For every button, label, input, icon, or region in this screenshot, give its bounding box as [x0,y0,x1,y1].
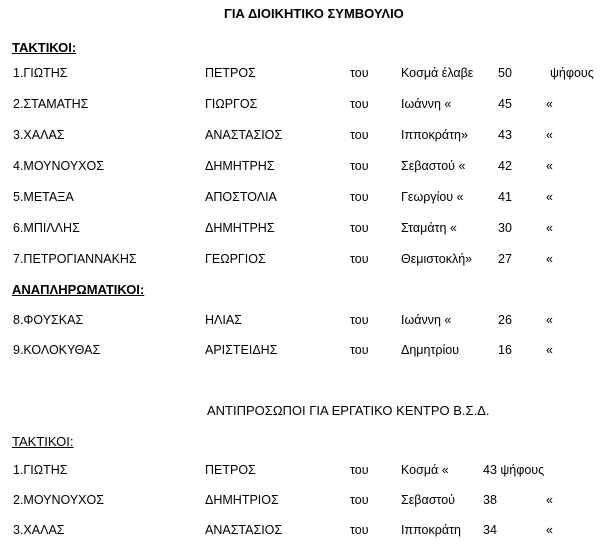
father-cell: Θεμιστοκλή» [401,252,473,266]
first-name-cell: ΑΝΑΣΤΑΣΙΟΣ [205,128,283,142]
labor-center-regular-heading: ΤΑΚΤΙΚΟΙ: [12,434,74,449]
father-cell: Κοσμά « [401,463,449,477]
father-cell: Γεωργίου « [401,190,464,204]
of-cell: του [350,66,369,80]
father-cell: Σταμάτη « [401,221,457,235]
unit-cell: ψήφους [550,66,594,80]
unit-cell: « [546,97,553,111]
father-cell: Σεβαστού [401,493,455,507]
votes-cell: 26 [498,313,512,327]
unit-cell: « [546,221,553,235]
table-row [0,463,609,483]
board-substitute-heading: ΑΝΑΠΛΗΡΩΜΑΤΙΚΟΙ: [12,282,145,297]
table-row [0,97,609,117]
table-row [0,128,609,148]
surname-cell: 4.ΜΟΥΝΟΥΧΟΣ [13,159,104,173]
table-row [0,252,609,272]
of-cell: του [350,252,369,266]
of-cell: του [350,97,369,111]
father-cell: Ιπποκράτη» [401,128,468,142]
votes-cell: 50 [498,66,512,80]
first-name-cell: ΔΗΜΗΤΡΗΣ [205,221,275,235]
of-cell: του [350,221,369,235]
father-cell: Κοσμά έλαβε [401,66,474,80]
table-row [0,523,609,543]
table-row [0,66,609,86]
table-row [0,343,609,363]
votes-cell: 30 [498,221,512,235]
surname-cell: 3.ΧΑΛΑΣ [13,128,65,142]
father-cell: Ιωάννη « [401,313,452,327]
votes-cell: 38 [483,493,497,507]
surname-cell: 1.ΓΙΩΤΗΣ [13,463,68,477]
table-row [0,190,609,210]
votes-cell: 43 ψήφους [483,463,545,477]
first-name-cell: ΠΕΤΡΟΣ [205,463,256,477]
first-name-cell: ΓΙΩΡΓΟΣ [205,97,258,111]
of-cell: του [350,159,369,173]
of-cell: του [350,493,369,507]
votes-cell: 45 [498,97,512,111]
votes-cell: 16 [498,343,512,357]
unit-cell: « [546,190,553,204]
of-cell: του [350,343,369,357]
unit-cell: « [546,493,553,507]
surname-cell: 2.ΣΤΑΜΑΤΗΣ [13,97,89,111]
board-regular-heading: ΤΑΚΤΙΚΟΙ: [12,40,77,55]
of-cell: του [350,463,369,477]
table-row [0,159,609,179]
surname-cell: 9.ΚΟΛΟΚΥΘΑΣ [13,343,101,357]
board-title: ΓΙΑ ΔΙΟΙΚΗΤΙΚΟ ΣΥΜΒΟΥΛΙΟ [224,6,404,21]
of-cell: του [350,128,369,142]
table-row [0,313,609,333]
father-cell: Ιπποκράτη [401,523,461,537]
father-cell: Δημητρίου [401,343,460,357]
labor-center-title: ΑΝΤΙΠΡΟΣΩΠΟΙ ΓΙΑ ΕΡΓΑΤΙΚΟ ΚΕΝΤΡΟ Β.Σ.Δ. [207,403,490,418]
surname-cell: 5.ΜΕΤΑΞΑ [13,190,74,204]
father-cell: Ιωάννη « [401,97,452,111]
first-name-cell: ΑΝΑΣΤΑΣΙΟΣ [205,523,283,537]
first-name-cell: ΗΛΙΑΣ [205,313,242,327]
of-cell: του [350,190,369,204]
votes-cell: 27 [498,252,512,266]
surname-cell: 6.ΜΠΙΛΛΗΣ [13,221,80,235]
unit-cell: « [546,159,553,173]
surname-cell: 2.ΜΟΥΝΟΥΧΟΣ [13,493,104,507]
of-cell: του [350,523,369,537]
table-row [0,221,609,241]
unit-cell: « [546,128,553,142]
of-cell: του [350,313,369,327]
first-name-cell: ΑΠΟΣΤΟΛΙΑ [205,190,277,204]
first-name-cell: ΠΕΤΡΟΣ [205,66,256,80]
surname-cell: 7.ΠΕΤΡΟΓΙΑΝΝΑΚΗΣ [13,252,137,266]
unit-cell: « [546,523,553,537]
votes-cell: 41 [498,190,512,204]
first-name-cell: ΑΡΙΣΤΕΙΔΗΣ [205,343,278,357]
surname-cell: 8.ΦΟΥΣΚΑΣ [13,313,84,327]
surname-cell: 1.ΓΙΩΤΗΣ [13,66,68,80]
father-cell: Σεβαστού « [401,159,466,173]
first-name-cell: ΓΕΩΡΓΙΟΣ [205,252,266,266]
first-name-cell: ΔΗΜΗΤΡΗΣ [205,159,275,173]
votes-cell: 43 [498,128,512,142]
unit-cell: « [546,313,553,327]
unit-cell: « [546,252,553,266]
votes-cell: 34 [483,523,497,537]
first-name-cell: ΔΗΜΗΤΡΙΟΣ [205,493,279,507]
surname-cell: 3.ΧΑΛΑΣ [13,523,65,537]
unit-cell: « [546,343,553,357]
votes-cell: 42 [498,159,512,173]
table-row [0,493,609,513]
